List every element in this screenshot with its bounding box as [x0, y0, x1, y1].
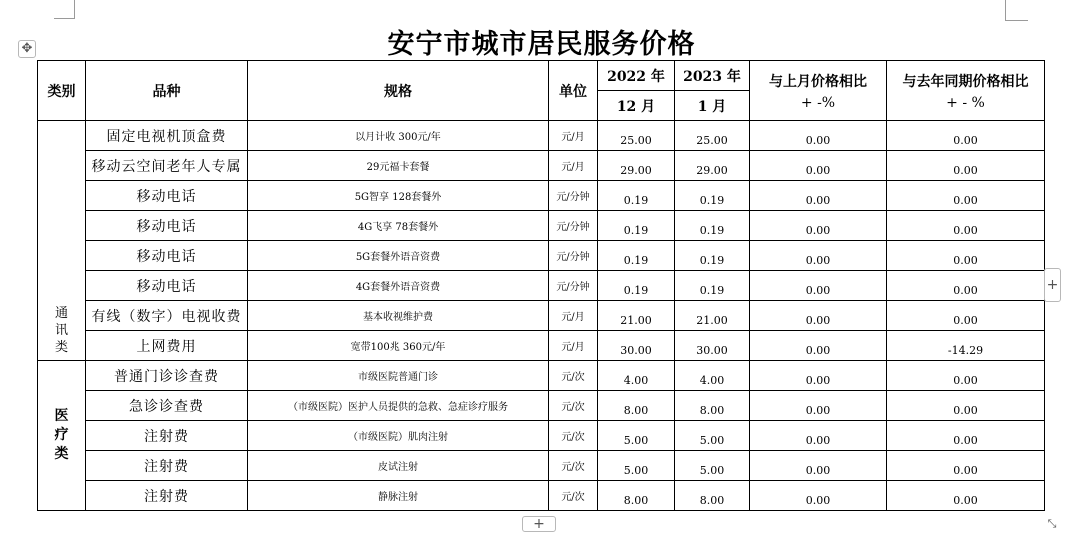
header-spec: 规格 — [248, 61, 549, 121]
header-mom — [750, 61, 887, 121]
header-unit: 单位 — [549, 61, 598, 121]
header-mom-unit: + -% — [800, 94, 836, 111]
header-yoy-label: 与去年同期价格相比 — [902, 73, 1029, 90]
item-spec: 以月计收 300元/年 — [248, 121, 549, 151]
category-char: 类 — [54, 340, 68, 355]
price-2022: 4.00 — [598, 361, 675, 391]
price-2023: 5.00 — [675, 451, 750, 481]
change-yoy: 0.00 — [887, 481, 1045, 511]
header-yoy-unit: + - % — [946, 94, 985, 111]
item-spec: 4G飞享 78套餐外 — [248, 211, 549, 241]
resize-icon: ⤡ — [1047, 517, 1057, 530]
change-yoy: 0.00 — [887, 361, 1045, 391]
category-char: 讯 — [54, 323, 68, 338]
header-mom-label: 与上月价格相比 — [769, 73, 867, 90]
item-spec: 皮试注射 — [248, 451, 549, 481]
price-2023: 0.19 — [675, 211, 750, 241]
price-2023: 21.00 — [675, 301, 750, 331]
price-2022: 0.19 — [598, 271, 675, 301]
price-2023: 0.19 — [675, 241, 750, 271]
item-unit: 元/次 — [549, 391, 598, 421]
change-yoy: -14.29 — [887, 331, 1045, 361]
table-row — [38, 151, 1045, 181]
price-2023: 25.00 — [675, 121, 750, 151]
category-telecom — [38, 121, 86, 361]
item-unit: 元/月 — [549, 121, 598, 151]
move-icon: ✥ — [21, 41, 33, 56]
table-row — [38, 481, 1045, 511]
price-2022: 8.00 — [598, 391, 675, 421]
add-column-button[interactable] — [1044, 268, 1061, 302]
table-row — [38, 331, 1045, 361]
item-spec: 29元福卡套餐 — [248, 151, 549, 181]
change-yoy: 0.00 — [887, 121, 1045, 151]
item-unit: 元/分钟 — [549, 241, 598, 271]
table-row — [38, 301, 1045, 331]
change-yoy: 0.00 — [887, 391, 1045, 421]
table-row — [38, 241, 1045, 271]
change-mom: 0.00 — [750, 361, 887, 391]
price-2023: 30.00 — [675, 331, 750, 361]
price-2023: 29.00 — [675, 151, 750, 181]
price-2022: 8.00 — [598, 481, 675, 511]
category-char: 类 — [54, 446, 69, 462]
price-2023: 4.00 — [675, 361, 750, 391]
change-mom: 0.00 — [750, 151, 887, 181]
change-yoy: 0.00 — [887, 421, 1045, 451]
item-name: 移动电话 — [86, 211, 248, 241]
change-yoy: 0.00 — [887, 271, 1045, 301]
category-char: 医 — [54, 408, 69, 424]
change-mom: 0.00 — [750, 301, 887, 331]
item-unit: 元/次 — [549, 451, 598, 481]
item-spec: 4G套餐外语音资费 — [248, 271, 549, 301]
item-name: 移动电话 — [86, 241, 248, 271]
header-month-2023: 1 月 — [675, 91, 750, 121]
table-row — [38, 361, 1045, 391]
category-char: 疗 — [54, 427, 69, 443]
item-spec: （市级医院）肌肉注射 — [248, 421, 549, 451]
table-row — [38, 121, 1045, 151]
item-name: 注射费 — [86, 451, 248, 481]
item-unit: 元/次 — [549, 481, 598, 511]
header-yoy — [887, 61, 1045, 121]
change-mom: 0.00 — [750, 181, 887, 211]
price-2022: 5.00 — [598, 421, 675, 451]
change-mom: 0.00 — [750, 421, 887, 451]
table-row — [38, 211, 1045, 241]
header-item: 品种 — [86, 61, 248, 121]
table-row — [38, 421, 1045, 451]
category-char: 通 — [54, 306, 68, 321]
price-2023: 0.19 — [675, 271, 750, 301]
item-unit: 元/次 — [549, 361, 598, 391]
item-spec: （市级医院）医护人员提供的急救、急症诊疗服务 — [248, 391, 549, 421]
price-2022: 30.00 — [598, 331, 675, 361]
price-2022: 21.00 — [598, 301, 675, 331]
change-mom: 0.00 — [750, 241, 887, 271]
change-yoy: 0.00 — [887, 181, 1045, 211]
change-yoy: 0.00 — [887, 151, 1045, 181]
price-2022: 0.19 — [598, 181, 675, 211]
price-2022: 25.00 — [598, 121, 675, 151]
table-row — [38, 181, 1045, 211]
price-2023: 8.00 — [675, 481, 750, 511]
change-yoy: 0.00 — [887, 301, 1045, 331]
item-name: 有线（数字）电视收费 — [86, 301, 248, 331]
item-unit: 元/月 — [549, 301, 598, 331]
item-unit: 元/月 — [549, 331, 598, 361]
header-year-2022: 2022 年 — [598, 61, 675, 91]
price-2022: 0.19 — [598, 211, 675, 241]
item-name: 注射费 — [86, 421, 248, 451]
plus-icon: + — [533, 516, 545, 532]
table-row — [38, 451, 1045, 481]
price-table — [37, 60, 1045, 511]
item-name: 移动电话 — [86, 271, 248, 301]
change-mom: 0.00 — [750, 211, 887, 241]
change-mom: 0.00 — [750, 451, 887, 481]
item-unit: 元/分钟 — [549, 181, 598, 211]
item-name: 急诊诊查费 — [86, 391, 248, 421]
item-spec: 基本收视维护费 — [248, 301, 549, 331]
table-body — [38, 121, 1045, 511]
header-year-2023: 2023 年 — [675, 61, 750, 91]
table-row — [38, 271, 1045, 301]
price-2022: 5.00 — [598, 451, 675, 481]
item-spec: 静脉注射 — [248, 481, 549, 511]
change-mom: 0.00 — [750, 331, 887, 361]
change-yoy: 0.00 — [887, 241, 1045, 271]
page-corner-marker-top-right — [1005, 0, 1028, 21]
change-mom: 0.00 — [750, 271, 887, 301]
item-unit: 元/次 — [549, 421, 598, 451]
price-2022: 29.00 — [598, 151, 675, 181]
price-2023: 8.00 — [675, 391, 750, 421]
table-row — [38, 391, 1045, 421]
price-2023: 0.19 — [675, 181, 750, 211]
item-name: 移动云空间老年人专属 — [86, 151, 248, 181]
item-unit: 元/月 — [549, 151, 598, 181]
item-name: 移动电话 — [86, 181, 248, 211]
change-yoy: 0.00 — [887, 211, 1045, 241]
item-name: 普通门诊诊查费 — [86, 361, 248, 391]
item-spec: 市级医院普通门诊 — [248, 361, 549, 391]
change-yoy: 0.00 — [887, 451, 1045, 481]
page-corner-marker-top-left — [54, 0, 75, 19]
item-spec: 5G套餐外语音资费 — [248, 241, 549, 271]
header-month-2022: 12 月 — [598, 91, 675, 121]
item-unit: 元/分钟 — [549, 271, 598, 301]
add-row-button[interactable] — [522, 516, 556, 532]
category-medical — [38, 361, 86, 511]
price-2022: 0.19 — [598, 241, 675, 271]
table-resize-handle[interactable] — [1044, 516, 1060, 532]
item-spec: 宽带100兆 360元/年 — [248, 331, 549, 361]
header-category: 类别 — [38, 61, 86, 121]
item-name: 注射费 — [86, 481, 248, 511]
item-unit: 元/分钟 — [549, 211, 598, 241]
change-mom: 0.00 — [750, 121, 887, 151]
item-name: 上网费用 — [86, 331, 248, 361]
change-mom: 0.00 — [750, 481, 887, 511]
price-2023: 5.00 — [675, 421, 750, 451]
change-mom: 0.00 — [750, 391, 887, 421]
page-title: 安宁市城市居民服务价格 — [387, 29, 696, 60]
item-spec: 5G智享 128套餐外 — [248, 181, 549, 211]
plus-icon: + — [1046, 277, 1059, 293]
item-name: 固定电视机顶盒费 — [86, 121, 248, 151]
